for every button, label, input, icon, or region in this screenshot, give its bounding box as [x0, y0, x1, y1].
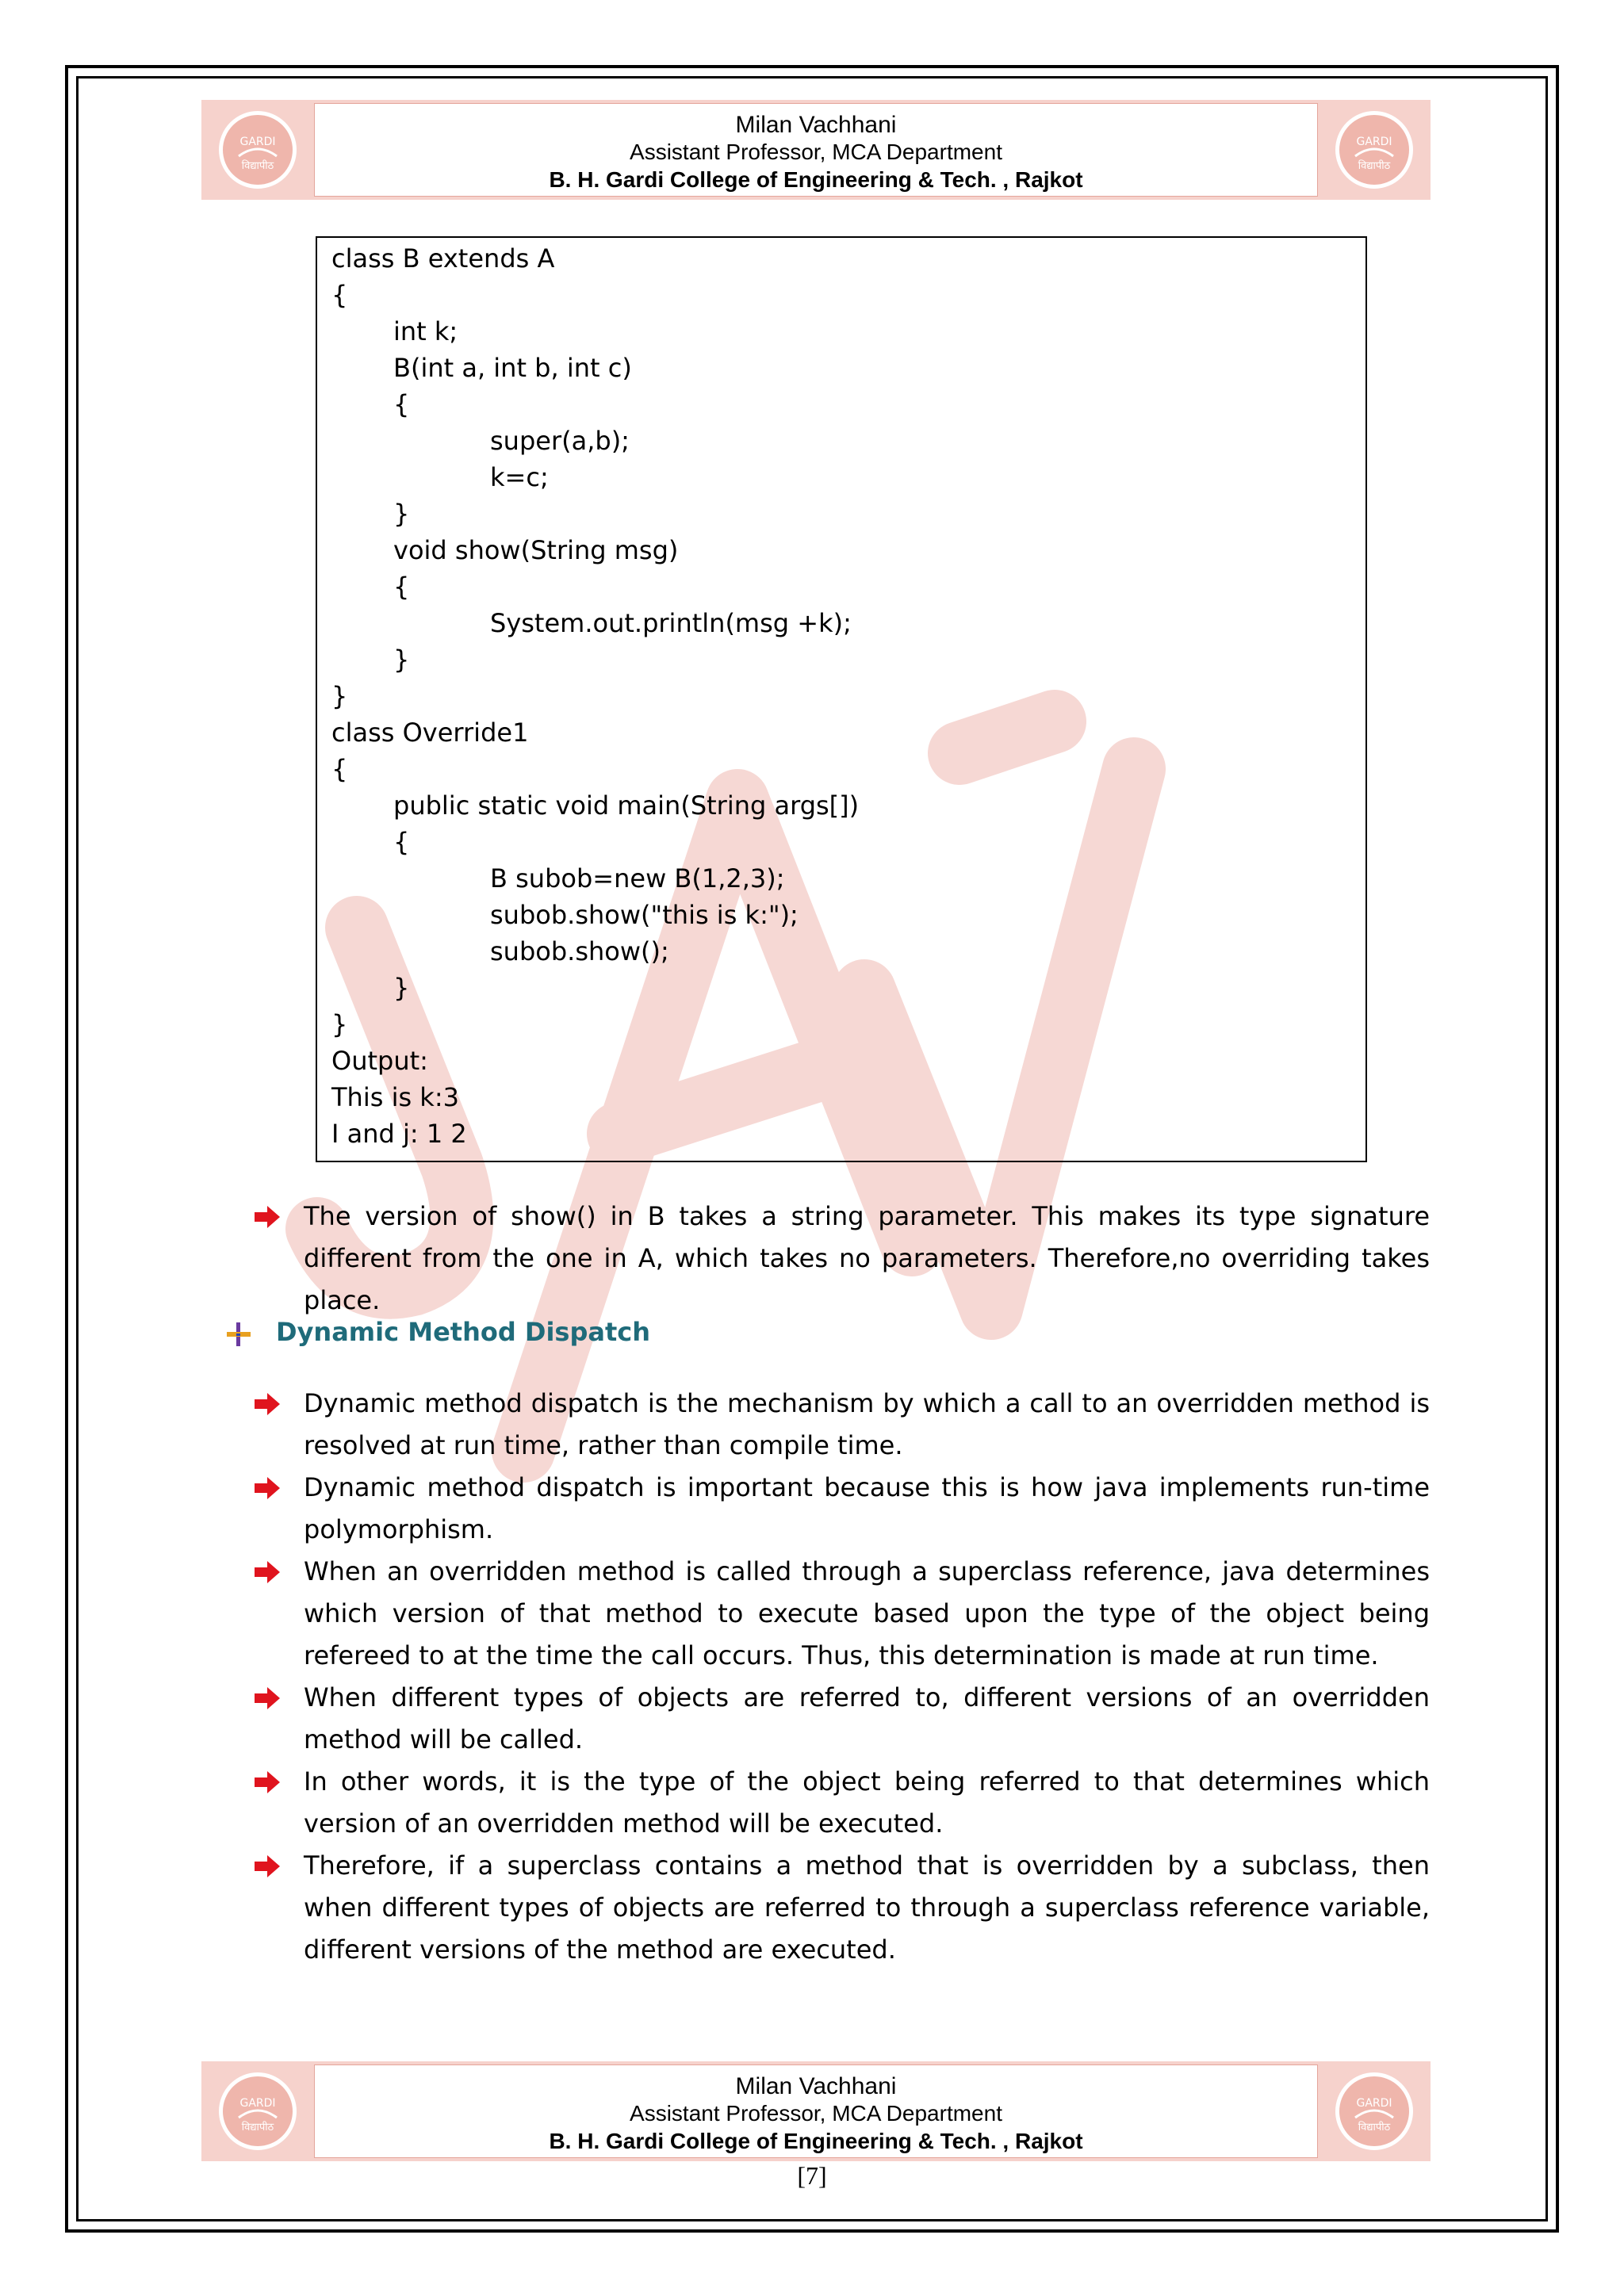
list-item	[304, 1551, 1430, 1677]
code-line: class B extends A	[331, 243, 555, 274]
page-footer	[201, 2061, 1431, 2161]
code-line: }	[331, 1009, 348, 1039]
red-arrow-icon	[253, 1560, 282, 1584]
code-line: Output:	[331, 1046, 428, 1076]
svg-text:विद्यापीठ: विद्यापीठ	[241, 2122, 274, 2133]
list-item	[304, 1845, 1430, 1971]
code-line: {	[331, 280, 348, 310]
gardi-logo-left	[219, 111, 297, 189]
red-arrow-icon	[253, 1205, 282, 1229]
svg-text:GARDI: GARDI	[1356, 136, 1392, 148]
footer-role: Assistant Professor, MCA Department	[630, 2101, 1002, 2126]
plus-bullet-icon	[225, 1322, 252, 1346]
gardi-logo-right	[1335, 2072, 1413, 2150]
code-listing-box	[316, 236, 1367, 1162]
svg-text:GARDI: GARDI	[239, 136, 276, 148]
note-bullet	[304, 1196, 1430, 1322]
list-item-text: Dynamic method dispatch is the mechanism by which a call to an overridden method is resolved at run time, rather than compile time.	[304, 1388, 1430, 1460]
code-line: k=c;	[490, 462, 549, 492]
header-role: Assistant Professor, MCA Department	[630, 140, 1002, 164]
code-line: void show(String msg)	[393, 535, 679, 565]
svg-text:GARDI: GARDI	[239, 2097, 276, 2110]
svg-text:विद्यापीठ: विद्यापीठ	[241, 160, 274, 172]
code-line: {	[393, 827, 410, 857]
svg-text:विद्यापीठ: विद्यापीठ	[1358, 160, 1391, 172]
code-line: I and j: 1 2	[331, 1119, 467, 1149]
list-item-text: Therefore, if a superclass contains a method that is overridden by a subclass, then when different types of objects are referred to through a superclass reference variable, different versions of the method are executed.	[304, 1850, 1430, 1965]
page-number: [7]	[797, 2161, 827, 2190]
list-item-text: When an overridden method is called through a superclass reference, java determines which version of that method to execute based upon the type of the object being refereed to at the time the call occurs. Thus, this determination is made at run time.	[304, 1556, 1430, 1670]
red-arrow-icon	[253, 1770, 282, 1794]
code-line: subob.show();	[490, 936, 669, 966]
code-line: }	[331, 681, 348, 711]
code-line: B subob=new B(1,2,3);	[490, 863, 785, 894]
red-arrow-icon	[253, 1476, 282, 1500]
red-arrow-icon	[253, 1854, 282, 1878]
red-arrow-icon	[253, 1686, 282, 1710]
header-name: Milan Vachhani	[735, 112, 897, 138]
code-line: B(int a, int b, int c)	[393, 353, 632, 383]
code-line: }	[393, 645, 410, 675]
code-line: public static void main(String args[])	[393, 790, 860, 821]
gardi-logo-right	[1335, 111, 1413, 189]
code-line: class Override1	[331, 718, 529, 748]
code-line: super(a,b);	[490, 426, 630, 456]
code-line: subob.show("this is k:");	[490, 900, 799, 930]
list-item	[304, 1761, 1430, 1845]
gardi-logo-left	[219, 2072, 297, 2150]
svg-text:GARDI: GARDI	[1356, 2097, 1392, 2110]
header-text-block	[314, 103, 1318, 197]
page-header	[201, 100, 1431, 200]
code-line: {	[393, 389, 410, 419]
code-line: }	[393, 499, 410, 529]
list-item	[304, 1677, 1430, 1761]
list-item	[304, 1383, 1430, 1467]
code-line: {	[331, 754, 348, 784]
footer-college: B. H. Gardi College of Engineering & Tech. , Rajkot	[549, 2129, 1083, 2153]
code-line: {	[393, 572, 410, 602]
svg-text:विद्यापीठ: विद्यापीठ	[1358, 2122, 1391, 2133]
footer-text-block	[314, 2064, 1318, 2158]
code-line: This is k:3	[331, 1082, 459, 1112]
section-title: Dynamic Method Dispatch	[276, 1317, 650, 1347]
note-text: The version of show() in B takes a string parameter. This makes its type signature different from the one in A, which takes no parameters. Therefore,no overriding takes place.	[304, 1201, 1430, 1315]
code-line: int k;	[393, 316, 458, 346]
header-college: B. H. Gardi College of Engineering & Tech. , Rajkot	[549, 167, 1083, 192]
list-item-text: Dynamic method dispatch is important because this is how java implements run-time polymorphism.	[304, 1472, 1430, 1544]
red-arrow-icon	[253, 1392, 282, 1416]
footer-name: Milan Vachhani	[735, 2073, 897, 2099]
list-item-text: In other words, it is the type of the object being referred to that determines which version of an overridden method will be executed.	[304, 1766, 1430, 1839]
list-item	[304, 1467, 1430, 1551]
code-line: }	[393, 973, 410, 1003]
list-item-text: When different types of objects are referred to, different versions of an overridden method will be called.	[304, 1682, 1430, 1755]
section-heading	[225, 1314, 650, 1349]
code-line: System.out.println(msg +k);	[490, 608, 852, 638]
